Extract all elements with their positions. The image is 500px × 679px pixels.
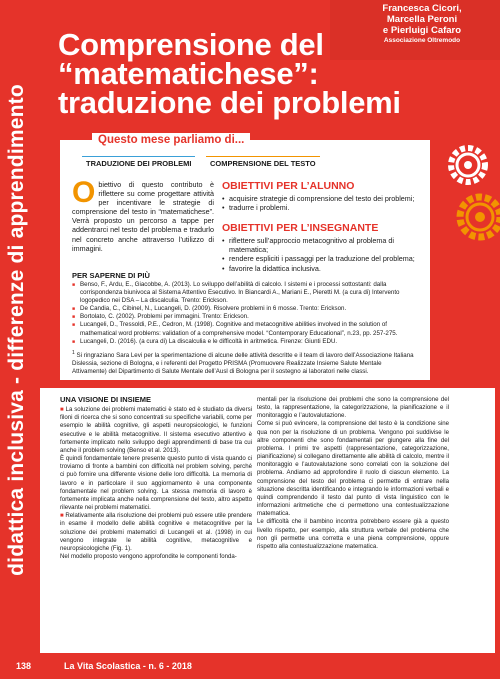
title-line: “matematichese”: — [58, 56, 319, 91]
paragraph — [60, 512, 252, 553]
note-marker: 1 — [72, 350, 75, 356]
student-objectives-heading: OBIETTIVI PER L’ALUNNO — [222, 180, 355, 192]
square-bullet-icon: ■ — [60, 513, 66, 520]
association: Associazione Oltremodo — [383, 37, 461, 44]
drop-cap: O — [72, 176, 96, 209]
paragraph — [60, 406, 252, 455]
paragraph — [60, 553, 252, 561]
bibliography-heading: PER SAPERNE DI PIÙ — [72, 271, 150, 280]
intro-text: biettivo di questo contributo è riflettere su come progettare attività per incentivare le strategie di comprensione del testo in “matematichese”. Verrà proposto un percorso a tappe per addentrarci nel testo del problema e tradurlo nel concreto anche attraverso l’utilizzo di immagini. — [72, 180, 214, 253]
list-item: • riflettere sull’approccio metacognitivo al problema di matematica; — [222, 236, 422, 254]
magazine-issue: La Vita Scolastica - n. 6 - 2018 — [64, 661, 192, 671]
page-title — [58, 27, 401, 120]
note-text: Si ringraziano Sara Levi per la sperimentazione di alcune delle attività descritte e il team di lavoro dell’Associazione Italiana Dislessia, sezione di Bologna, e i referenti del Progetto PRISMA (Promuovere Realizzate Insieme Salute Mentale Attivamente) del Dipartimento di Salute Mentale dell’Ausl di Bologna per il sostegno ai laboratori nelle classi. — [72, 352, 414, 376]
acknowledgement-note — [72, 349, 417, 376]
author-line: Francesca Cicori, — [382, 3, 462, 14]
article-column-right — [257, 396, 449, 551]
page-number: 138 — [16, 661, 32, 671]
paragraph-text: Nel modello proposto vengono approfondite le componenti fonda- — [60, 552, 237, 560]
paragraph-text: La soluzione dei problemi matematici è stato ed è studiato da diversi filoni di ricerca che si sono concentrati su specifiche variabili, come per esempio le abilità cognitive, gli aspetti neuropsicologici, le funzioni esecutive e le abilità metacognitive. Il sistema esecutivo attentivo è fortemente implicato nello sviluppo degli apprendimenti di base tra cui anche il problem solving (Benso et al. 2013). — [60, 406, 253, 454]
teacher-objectives-list — [222, 236, 422, 273]
paragraph-text: È quindi fondamentale tenere presente questo punto di vista quando ci troviamo di fronte a bambini con difficoltà nel problem solving, perché ci può fornire una differente visione delle loro difficoltà. La memoria di lavoro e in particolare il suo aggiornamento è una componente fondamentale nel problem solving. La stessa memoria di lavoro è fortemente implicata anche nella comprensione del testo, altro aspetto rilevante nei problemi matematici. — [60, 455, 252, 512]
title-line: Comprensione del — [58, 27, 324, 62]
tag-translation — [82, 156, 195, 169]
author-line: Marcella Peroni — [386, 14, 458, 25]
bibliography-item: ■ De Candia, C., Cibinel, N., Lucangeli, D. (2009). Risolvere problemi in 6 mosse. Trento: Erickson. — [72, 305, 417, 313]
tag-label: COMPRENSIONE DEL TESTO — [210, 159, 316, 168]
paragraph — [257, 396, 449, 420]
title-line: traduzione dei problemi — [58, 85, 401, 120]
list-item: • rendere espliciti i passaggi per la traduzione del problema; — [222, 254, 422, 263]
bibliography-list — [72, 281, 417, 346]
teacher-objectives-heading: OBIETTIVI PER L’INSEGNANTE — [222, 222, 379, 234]
paragraph — [60, 455, 252, 512]
bibliography-item: ■ Benso, F., Ardu, E., Giacobbe, A. (2013). Lo sviluppo dell’abilità di calcolo. I sistemi e i processi sottostanti: dalla corrispondenza biunivoca al Sistema Attentivo Esecutivo. In Biancardi A., Mariani E., Pieretti M. (a cura di) Intervento logopedico nei DSA – La discalculia. Trento: Erickson. — [72, 281, 417, 305]
paragraph-text: Le difficoltà che il bambino incontra potrebbero essere già a questo livello rispetto, per esempio, alla struttura verbale del problema che non gli permette una corretta e una piena comprensione, oppure rispetto alla contestualizzazione matematica. — [257, 518, 449, 550]
bibliography-item: ■ Lucangeli, D., Tressoldi, P.E., Cedron, M. (1998). Cognitive and metacognitive abilities involved in the solution of mathematical word problems: validation of a comprehensive model. “Contemporary Educational”, n.23, pp. 257-275. — [72, 321, 417, 337]
list-item: • favorire la didattica inclusiva. — [222, 264, 422, 273]
square-bullet-icon: ■ — [60, 407, 66, 414]
article-column-left — [60, 396, 252, 561]
bibliography-item: ■ Lucangeli, D. (2016). (a cura di) La discalculia e le difficoltà in aritmetica. Firenze: Giunti EDU. — [72, 338, 417, 346]
paragraph — [257, 420, 449, 518]
paragraph-text: mentali per la risoluzione dei problemi che sono la comprensione del testo, la rappresentazione, la categorizzazione, la pianificazione e il monitoraggio e l’autovalutazione. — [257, 396, 449, 420]
bibliography-item: ■ Bortolato, C. (2002). Problemi per immagini. Trento: Erickson. — [72, 313, 417, 321]
section-title: UNA VISIONE DI INSIEME — [60, 395, 151, 404]
section-label: didattica inclusiva - differenze di apprendimento — [5, 84, 28, 576]
sidebar-band — [0, 0, 34, 679]
paragraph-text: Come si può evincere, la comprensione del testo è la condizione sine qua non per la risoluzione di un problema. Vengono poi suddivise le altre componenti che sono fondamentali per giungere alla fine del problema. I primi tre aspetti (rappresentazione, categorizzazione, pianificazione) si collegano direttamente alle abilità di calcolo, mentre il monitoraggio e l’autovalutazione sono correlati con la soluzione del problema. Andiamo ad approfondire il ruolo di ciascun elemento. La comprensione del testo del problema ci permette di entrare nella situazione descritta identificando e integrando le informazioni verbali e quindi comprendendo il testo dal punto di vista linguistico con le informazioni aritmetiche che ci permettono una contestualizzazione matematica. — [257, 420, 449, 518]
list-item: • tradurre i problemi. — [222, 203, 422, 212]
intro-paragraph — [72, 176, 214, 253]
student-objectives-list — [222, 194, 422, 212]
tag-comprehension — [206, 156, 320, 169]
author-line: e Pierluigi Cafaro — [382, 25, 462, 36]
tagline: Questo mese parliamo di... — [92, 133, 250, 147]
list-item: • acquisire strategie di comprensione del testo dei problemi; — [222, 194, 422, 203]
author-block — [350, 3, 494, 45]
paragraph-text: Relativamente alla risoluzione dei problemi può essere utile prendere in esame il modello delle abilità cognitive e metacognitive per la soluzione dei problemi matematici di Lucangeli et al. (1998) in cui vengono integrate le abilità cognitive, metacognitive e neuropsicologiche (Fig. 1). — [60, 512, 252, 552]
paragraph — [257, 518, 449, 551]
tag-label: TRADUZIONE DEI PROBLEMI — [86, 159, 192, 168]
gears-icon — [430, 135, 500, 260]
